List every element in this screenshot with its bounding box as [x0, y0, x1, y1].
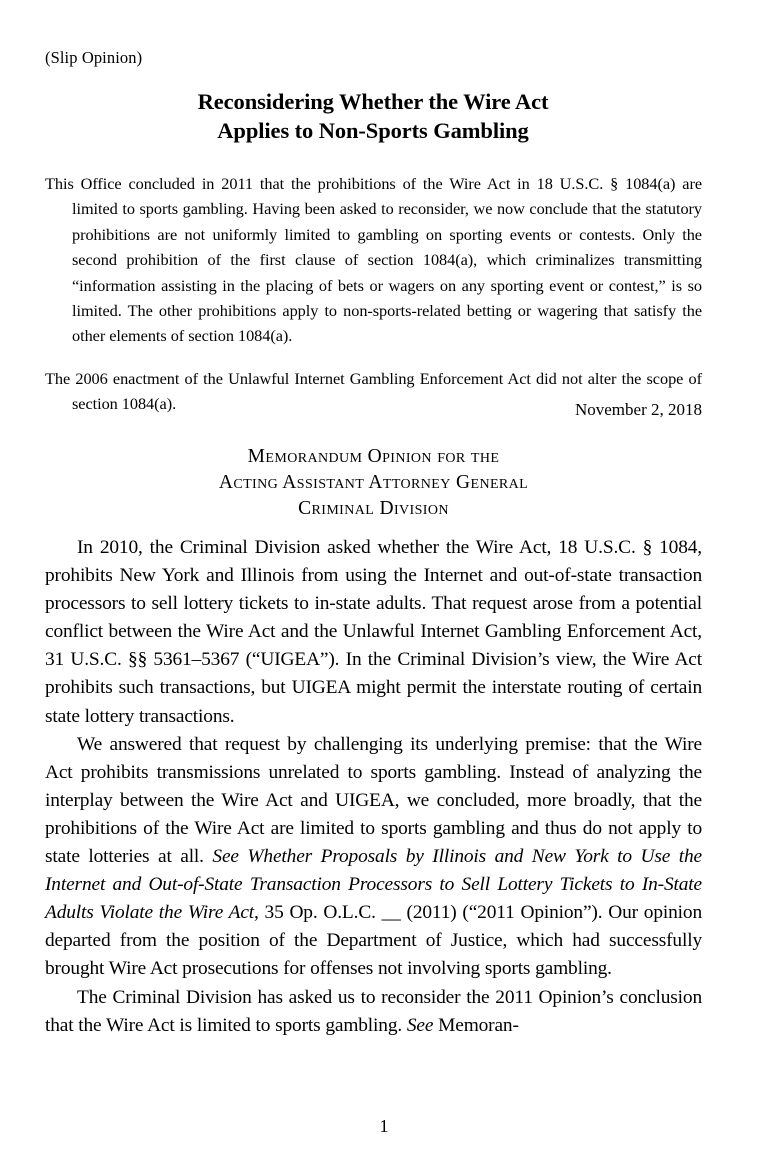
case-citation-2011-opinion: See Whether Proposals by Illinois and New York to Use the Internet and Out-of-State Transaction Processors to Sell Lottery Tickets to In-State Adults Violate the Wire Act	[45, 846, 702, 924]
body-paragraph-3-text-a: The Criminal Division has asked us to reconsider the 2011 Opinion’s conclusion that the Wire Act is limited to sports gambling.	[45, 986, 702, 1036]
page-title-line-1: Reconsidering Whether the Wire Act	[197, 89, 549, 114]
body-paragraph-3	[45, 984, 702, 1040]
body-text	[45, 534, 702, 1040]
page-number: 1	[379, 1116, 389, 1136]
memorandum-heading-line-2: Acting Assistant Attorney General	[218, 472, 529, 493]
opinion-date: November 2, 2018	[574, 400, 702, 419]
body-paragraph-1: In 2010, the Criminal Division asked whether the Wire Act, 18 U.S.C. § 1084, prohibits New York and Illinois from using the Internet and out-of-state transaction processors to sell lottery tickets to in-state adults. That request arose from a potential conflict between the Wire Act and the Unlawful Internet Gambling Enforcement Act, 31 U.S.C. §§ 5361–5367 (“UIGEA”). In the Criminal Division’s view, the Wire Act prohibits such transactions, but UIGEA might permit the interstate routing of certain state lottery transactions.	[45, 537, 702, 727]
body-paragraph-2-text-a: We answered that request by challenging its underlying premise: that the Wire Act prohibits transmissions unrelated to sports gambling. Instead of analyzing the interplay between the Wire Act and UIGEA, we concluded, more broadly, that the prohibitions of the Wire Act are limited to sports gambling and thus do not apply to state lotteries at all.	[45, 733, 702, 868]
abstract-paragraph-2: The 2006 enactment of the Unlawful Internet Gambling Enforcement Act did not alter the scope of section 1084(a).	[45, 368, 702, 414]
abstract-paragraph-1: This Office concluded in 2011 that the prohibitions of the Wire Act in 18 U.S.C. § 1084(a) are limited to sports gambling. Having been asked to reconsider, we now conclude that the statutory prohibitions are not uniformly limited to gambling on sporting events or contests. Only the second prohibition of the first clause of section 1084(a), which criminalizes transmitting “information assisting in the placing of bets or wagers on any sporting event or contest,” is so limited. The other prohibitions apply to non-sports-related betting or wagering that satisfy the other elements of section 1084(a).	[45, 174, 702, 346]
abstract-block	[45, 171, 702, 417]
page-title-line-2: Applies to Non-Sports Gambling	[217, 117, 529, 143]
memorandum-heading-line-3: Criminal Division	[298, 498, 449, 519]
memorandum-heading-line-1: Memorandum Opinion for the	[247, 446, 500, 467]
slip-opinion-marker: (Slip Opinion)	[45, 48, 143, 67]
memorandum-heading	[45, 444, 702, 522]
citation-signal-see: See	[406, 1014, 434, 1036]
body-paragraph-3-text-b: Memoran-	[433, 1014, 519, 1036]
body-paragraph-2-text-b: , 35 Op. O.L.C. __ (2011) (“2011 Opinion”). Our opinion departed from the position of the Department of Justice, which had successfully brought Wire Act prosecutions for offenses not involving sports gambling.	[45, 902, 702, 980]
page-title	[45, 88, 701, 145]
body-paragraph-2	[45, 731, 702, 984]
